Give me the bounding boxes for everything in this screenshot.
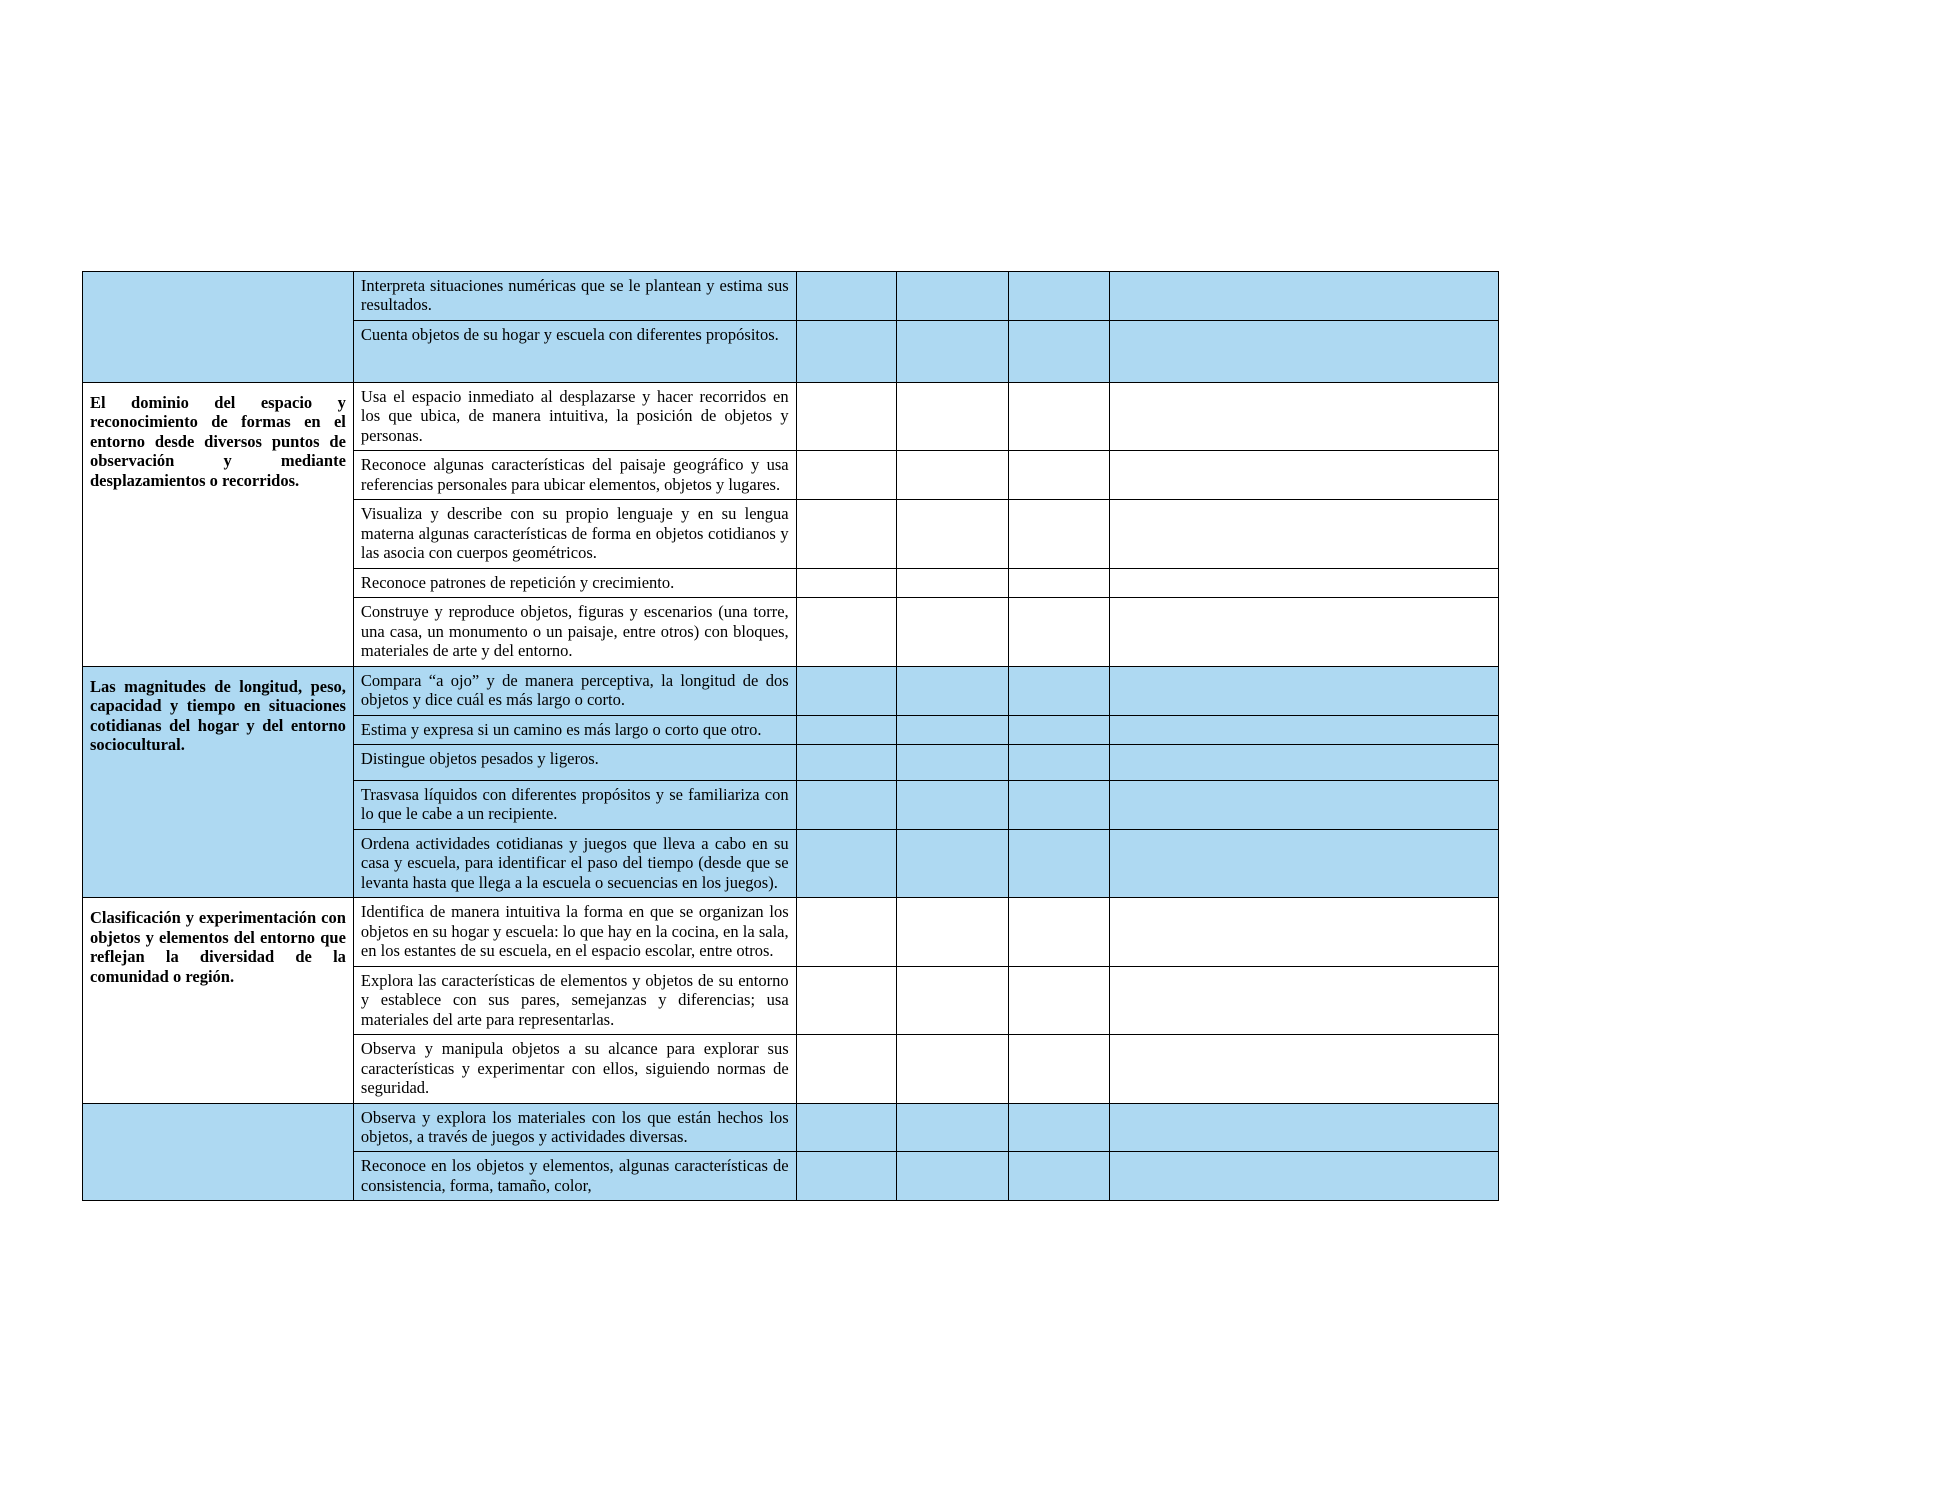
mark-cell-3[interactable]	[1008, 1103, 1110, 1152]
mark-cell-1[interactable]	[796, 898, 896, 966]
observations-cell[interactable]	[1110, 382, 1499, 450]
mark-cell-3[interactable]	[1008, 272, 1110, 321]
mark-cell-3[interactable]	[1008, 966, 1110, 1034]
mark-cell-2[interactable]	[896, 272, 1008, 321]
mark-cell-1[interactable]	[796, 598, 896, 666]
learning-cell: Ordena actividades cotidianas y juegos que lleva a cabo en su casa y escuela, para identificar el paso del tiempo (desde que se levanta hasta que llega a la escuela o secuencias en los juegos).	[353, 829, 796, 897]
learning-cell: Compara “a ojo” y de manera perceptiva, la longitud de dos objetos y dice cuál es más largo o corto.	[353, 666, 796, 715]
mark-cell-2[interactable]	[896, 320, 1008, 382]
mark-cell-2[interactable]	[896, 382, 1008, 450]
mark-cell-3[interactable]	[1008, 1035, 1110, 1103]
table-row	[83, 666, 1499, 715]
mark-cell-1[interactable]	[796, 966, 896, 1034]
learning-cell: Reconoce patrones de repetición y crecimiento.	[353, 568, 796, 597]
mark-cell-3[interactable]	[1008, 780, 1110, 829]
mark-cell-2[interactable]	[896, 829, 1008, 897]
learning-cell: Cuenta objetos de su hogar y escuela con diferentes propósitos.	[353, 320, 796, 382]
mark-cell-2[interactable]	[896, 898, 1008, 966]
mark-cell-3[interactable]	[1008, 500, 1110, 568]
mark-cell-1[interactable]	[796, 829, 896, 897]
observations-cell[interactable]	[1110, 451, 1499, 500]
mark-cell-1[interactable]	[796, 715, 896, 744]
observations-cell[interactable]	[1110, 320, 1499, 382]
domain-cell: Clasificación y experimentación con objetos y elementos del entorno que reflejan la diversidad de la comunidad o región.	[83, 898, 354, 1103]
observations-cell[interactable]	[1110, 829, 1499, 897]
observations-cell[interactable]	[1110, 715, 1499, 744]
table-row	[83, 898, 1499, 966]
learning-cell: Reconoce algunas características del paisaje geográfico y usa referencias personales para ubicar elementos, objetos y lugares.	[353, 451, 796, 500]
observations-cell[interactable]	[1110, 744, 1499, 780]
domain-cell	[83, 1103, 354, 1201]
observations-cell[interactable]	[1110, 500, 1499, 568]
mark-cell-3[interactable]	[1008, 744, 1110, 780]
mark-cell-3[interactable]	[1008, 382, 1110, 450]
mark-cell-1[interactable]	[796, 272, 896, 321]
learning-cell: Observa y explora los materiales con los que están hechos los objetos, a través de juegos y actividades diversas.	[353, 1103, 796, 1152]
mark-cell-2[interactable]	[896, 598, 1008, 666]
learning-cell: Usa el espacio inmediato al desplazarse y hacer recorridos en los que ubica, de manera intuitiva, la posición de objetos y personas.	[353, 382, 796, 450]
observations-cell[interactable]	[1110, 780, 1499, 829]
learning-cell: Distingue objetos pesados y ligeros.	[353, 744, 796, 780]
mark-cell-1[interactable]	[796, 1035, 896, 1103]
mark-cell-2[interactable]	[896, 1103, 1008, 1152]
mark-cell-1[interactable]	[796, 320, 896, 382]
mark-cell-1[interactable]	[796, 382, 896, 450]
learning-cell: Observa y manipula objetos a su alcance para explorar sus características y experimentar con ellos, siguiendo normas de seguridad.	[353, 1035, 796, 1103]
mark-cell-1[interactable]	[796, 666, 896, 715]
observations-cell[interactable]	[1110, 598, 1499, 666]
mark-cell-2[interactable]	[896, 500, 1008, 568]
learning-outcomes-table	[82, 271, 1499, 1201]
table-row	[83, 1103, 1499, 1152]
observations-cell[interactable]	[1110, 568, 1499, 597]
mark-cell-2[interactable]	[896, 715, 1008, 744]
table-row	[83, 382, 1499, 450]
learning-cell: Identifica de manera intuitiva la forma en que se organizan los objetos en su hogar y escuela: lo que hay en la cocina, en la sala, en los estantes de su escuela, en el espacio escolar, entre otros.	[353, 898, 796, 966]
mark-cell-2[interactable]	[896, 568, 1008, 597]
mark-cell-1[interactable]	[796, 568, 896, 597]
domain-cell: El dominio del espacio y reconocimiento de formas en el entorno desde diversos puntos de observación y mediante desplazamientos o recorridos.	[83, 382, 354, 666]
learning-cell: Reconoce en los objetos y elementos, algunas características de consistencia, forma, tamaño, color,	[353, 1152, 796, 1201]
mark-cell-3[interactable]	[1008, 666, 1110, 715]
mark-cell-1[interactable]	[796, 744, 896, 780]
mark-cell-1[interactable]	[796, 1152, 896, 1201]
mark-cell-2[interactable]	[896, 451, 1008, 500]
mark-cell-2[interactable]	[896, 1152, 1008, 1201]
mark-cell-2[interactable]	[896, 666, 1008, 715]
observations-cell[interactable]	[1110, 1103, 1499, 1152]
observations-cell[interactable]	[1110, 1152, 1499, 1201]
domain-cell: Las magnitudes de longitud, peso, capacidad y tiempo en situaciones cotidianas del hogar y del entorno sociocultural.	[83, 666, 354, 898]
learning-cell: Trasvasa líquidos con diferentes propósitos y se familiariza con lo que le cabe a un recipiente.	[353, 780, 796, 829]
observations-cell[interactable]	[1110, 1035, 1499, 1103]
table-row	[83, 272, 1499, 321]
mark-cell-2[interactable]	[896, 744, 1008, 780]
mark-cell-1[interactable]	[796, 451, 896, 500]
mark-cell-2[interactable]	[896, 966, 1008, 1034]
observations-cell[interactable]	[1110, 272, 1499, 321]
mark-cell-1[interactable]	[796, 780, 896, 829]
mark-cell-3[interactable]	[1008, 598, 1110, 666]
mark-cell-3[interactable]	[1008, 1152, 1110, 1201]
mark-cell-3[interactable]	[1008, 320, 1110, 382]
learning-cell: Explora las características de elementos y objetos de su entorno y establece con sus pares, semejanzas y diferencias; usa materiales del arte para representarlas.	[353, 966, 796, 1034]
mark-cell-3[interactable]	[1008, 829, 1110, 897]
mark-cell-2[interactable]	[896, 780, 1008, 829]
learning-cell: Construye y reproduce objetos, figuras y escenarios (una torre, una casa, un monumento o un paisaje, entre otros) con bloques, materiales de arte y del entorno.	[353, 598, 796, 666]
learning-cell: Interpreta situaciones numéricas que se le plantean y estima sus resultados.	[353, 272, 796, 321]
learning-cell: Estima y expresa si un camino es más largo o corto que otro.	[353, 715, 796, 744]
observations-cell[interactable]	[1110, 966, 1499, 1034]
mark-cell-3[interactable]	[1008, 451, 1110, 500]
mark-cell-3[interactable]	[1008, 568, 1110, 597]
mark-cell-2[interactable]	[896, 1035, 1008, 1103]
domain-cell	[83, 272, 354, 383]
observations-cell[interactable]	[1110, 898, 1499, 966]
table-body	[83, 272, 1499, 1201]
mark-cell-1[interactable]	[796, 1103, 896, 1152]
mark-cell-3[interactable]	[1008, 715, 1110, 744]
learning-cell: Visualiza y describe con su propio lenguaje y en su lengua materna algunas características de forma en objetos cotidianos y las asocia con cuerpos geométricos.	[353, 500, 796, 568]
mark-cell-1[interactable]	[796, 500, 896, 568]
mark-cell-3[interactable]	[1008, 898, 1110, 966]
observations-cell[interactable]	[1110, 666, 1499, 715]
